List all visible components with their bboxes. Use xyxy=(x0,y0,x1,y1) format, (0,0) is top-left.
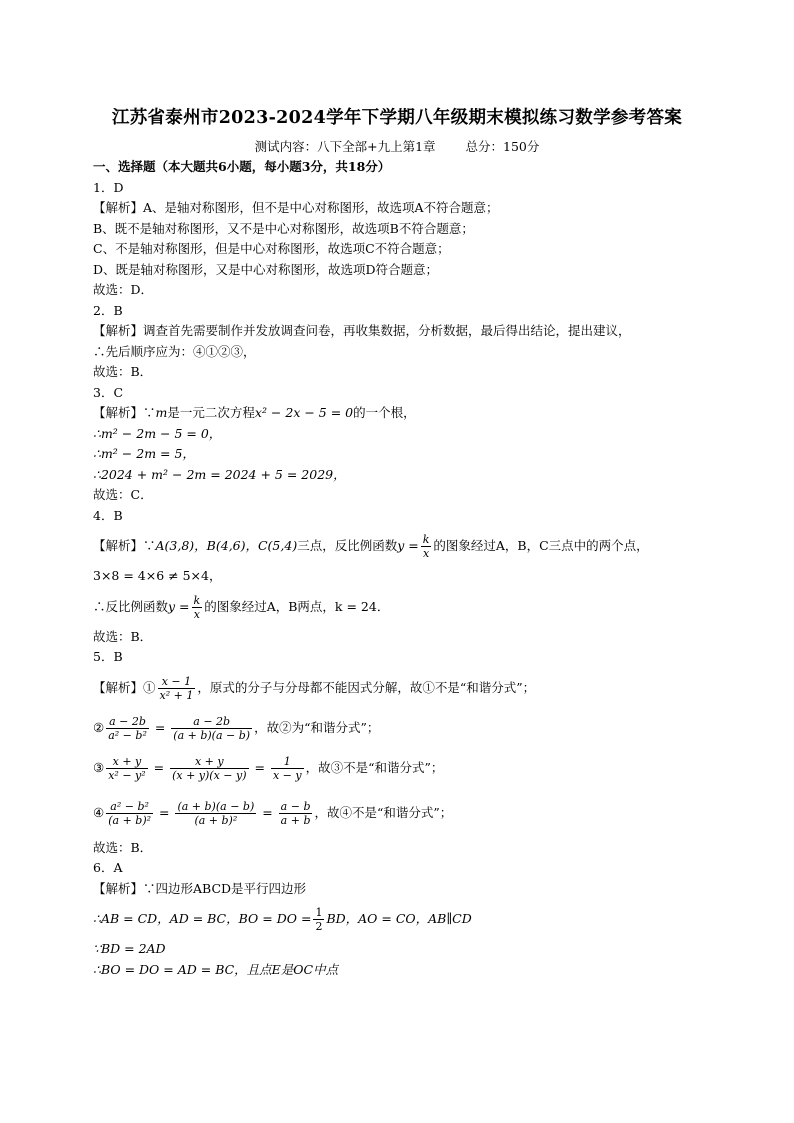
fraction: $\frac{x + y}{\text{x² − y²}}$ xyxy=(108,754,146,782)
q4-calc: 3×8 = 4×6 ≠ 5×4， xyxy=(93,568,222,583)
q1-line: D、既是轴对称图形，又是中心对称图形，故选项D符合题意； xyxy=(93,261,439,277)
q5-item-1: 【解析】① $\frac{x - 1}{\text{x² + 1}}$ ，原式的分子与分母都不能因式分解，故①不是“和谐分式”； xyxy=(93,674,536,702)
q3-step: ∴2024 + m² − 2m = 2024 + 5 = 2029， xyxy=(93,466,346,482)
fraction: $\frac{(a + b)(a - b)}{\text{(a + b)²}}$ xyxy=(177,799,255,827)
q4-conclusion: ∴反比例函数y = $\frac{k}{x}$ 的图象经过A，B两点，k = 24． xyxy=(93,593,390,621)
q2-line: ∴先后顺序应为：④①②③， xyxy=(93,343,256,359)
q3-step: ∴m² − 2m = 5， xyxy=(93,446,195,461)
fraction: $\frac{x + y}{(x + y)(x - y)}$ xyxy=(172,754,247,782)
q2-line: 故选：B． xyxy=(93,364,153,379)
answer-content xyxy=(93,157,713,980)
q3-choice: 故选：C． xyxy=(93,487,153,502)
fraction: $\frac{k}{x}$ xyxy=(193,593,201,621)
fraction: $\frac{\text{a² − b²}}{\text{(a + b)²}}$ xyxy=(108,799,152,827)
total-score: 总分：150分 xyxy=(465,139,540,154)
q2-line: 【解析】调查首先需要制作并发放调查问卷，再收集数据，分析数据，最后得出结论，提出建议， xyxy=(93,323,631,338)
q1-line: 故选：D． xyxy=(93,282,154,297)
document-subtitle xyxy=(0,137,794,155)
q1-answer: 1．D xyxy=(93,179,124,195)
q6-line: ∵BD = 2AD xyxy=(93,941,166,956)
q3-answer: 3．C xyxy=(93,384,124,400)
q6-answer: 6．A xyxy=(93,860,123,875)
q3-analysis: 【解析】∵m是一元二次方程x² − 2x − 5 = 0的一个根， xyxy=(93,405,416,420)
q5-item-3: ③ $\frac{x + y}{\text{x² − y²}}$ = $\frac{x + y}{(x + y)(x - y)}$ = $\frac{1}{x - y}$ ，故③不是“和谐分式”； xyxy=(93,754,444,782)
fraction: $\frac{x - 1}{\text{x² + 1}}$ xyxy=(159,674,194,702)
q5-item-4: ④ $\frac{\text{a² − b²}}{\text{(a + b)²}}$ = $\frac{(a + b)(a - b)}{\text{(a + b)²}}$ = $\frac{a - b}{a + b}$ ，故④不是“和谐分式”； xyxy=(93,799,453,827)
q5-item-2: ② $\frac{a - 2b}{\text{a² − b²}}$ = $\frac{a - 2b}{(a + b)(a - b)}$ ，故②为“和谐分式”； xyxy=(93,714,380,742)
q1-line: C、不是轴对称图形，但是中心对称图形，故选项C不符合题意； xyxy=(93,241,450,256)
q4-choice: 故选：B． xyxy=(93,628,153,644)
fraction: $\frac{1}{x - y}$ xyxy=(272,754,302,782)
fraction: $\frac{k}{x}$ xyxy=(422,533,430,560)
fraction: $\frac{a - 2b}{\text{a² − b²}}$ xyxy=(108,714,147,742)
q3-step: ∴m² − 2m − 5 = 0， xyxy=(93,425,222,441)
q1-line: 【解析】A、是轴对称图形，但不是中心对称图形，故选项A不符合题意； xyxy=(93,200,499,215)
q4-analysis: 【解析】∵A(3,8)，B(4,6)，C(5,4)三点，反比例函数y = $\frac{k}{x}$ 的图象经过A，B，C三点中的两个点， xyxy=(93,533,649,560)
section-heading: 一、选择题（本大题共6小题，每小题3分，共18分） xyxy=(93,159,391,174)
q4-answer: 4．B xyxy=(93,507,123,523)
q6-line: 【解析】∵四边形ABCD是平行四边形 xyxy=(93,880,307,896)
q5-answer: 5．B xyxy=(93,649,123,664)
q2-answer: 2．B xyxy=(93,302,123,318)
fraction: $\frac{1}{2}$ xyxy=(315,906,323,933)
fraction: $\frac{a - b}{a + b}$ xyxy=(280,799,311,827)
document-title: 江苏省泰州市2023-2024学年下学期八年级期末模拟练习数学参考答案 xyxy=(111,108,683,128)
q5-choice: 故选：B． xyxy=(93,839,153,855)
q1-line: B、既不是轴对称图形，又不是中心对称图形，故选项B不符合题意； xyxy=(93,220,474,236)
fraction: $\frac{a - 2b}{(a + b)(a - b)}$ xyxy=(173,714,251,742)
q6-line: ∴AB = CD，AD = BC，BO = DO = $\frac{1}{2}$ BD，AO = CO，AB∥CD xyxy=(93,906,472,933)
q6-line: ∴BO = DO = AD = BC，且点E是OC中点 xyxy=(93,961,339,977)
test-content: 测试内容：八下全部+九上第1章 xyxy=(254,139,436,154)
